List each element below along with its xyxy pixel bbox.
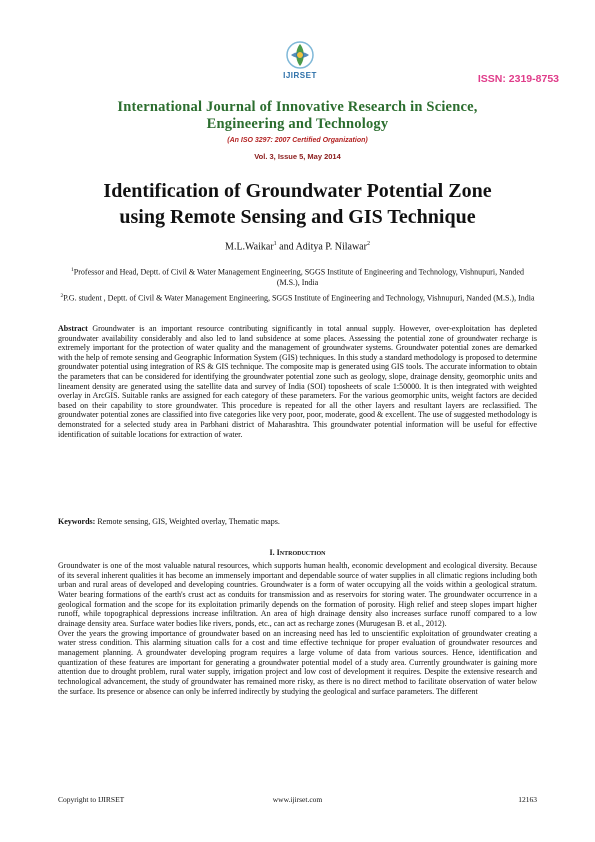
volume-issue: Vol. 3, Issue 5, May 2014 bbox=[254, 152, 341, 161]
journal-title-line2: Engineering and Technology bbox=[206, 116, 389, 132]
journal-title bbox=[60, 99, 535, 133]
paper-title-line2: using Remote Sensing and GIS Technique bbox=[119, 206, 476, 228]
issn-number: ISSN: 2319-8753 bbox=[477, 73, 559, 85]
author-separator: and bbox=[276, 241, 296, 253]
author-2: Aditya P. Nilawar bbox=[295, 241, 367, 253]
affiliation-1-mark: 1 bbox=[71, 267, 74, 273]
keywords-text: Remote sensing, GIS, Weighted overlay, Thematic maps. bbox=[95, 517, 280, 526]
keywords-label: Keywords: bbox=[58, 517, 96, 526]
iso-certification: (An ISO 3297: 2007 Certified Organization) bbox=[227, 137, 368, 144]
logo-text: IJIRSET bbox=[283, 71, 317, 80]
abstract bbox=[58, 324, 537, 439]
introduction-paragraph-1: Groundwater is one of the most valuable natural resources, which supports human health, economic development and ecological diversity. Because of its several inherent qualities it has become an immensely important and dependable source of water supplies in all climatic regions including both urban and rural areas of developed and developing countries. Groundwater is a form of water occupying all the voids within a geological stratum. Water bearing formations of the earth's crust act as conduits for transmission and as reservoirs for storing water. The groundwater occurrence in a geological formation and the scope for its exploitation primarily depends on the formation of porosity. High relief and steep slopes impart higher runoff, while topographical depressions increase infiltration. An area of high drainage density also increases surface runoff compared to a low drainage density area. Surface water bodies like rivers, ponds, etc., can act as recharge zones (Murugesan B. et al., 2012). bbox=[58, 561, 537, 628]
abstract-text: Groundwater is an important resource contributing significantly in total annual supply. However, over-exploitation has depleted groundwater availability considerably and also led to land subsidence at some places. Assessing the potential zone of groundwater recharge is extremely important for the protection of water quality and the management of groundwater systems. Groundwater potential zones are demarked with the help of remote sensing and Geographic Information System (GIS) techniques. In this study a standard methodology is proposed to determine groundwater potential using integration of RS & GIS technique. The composite map is generated using GIS tools. The accurate information to obtain the parameters that can be considered for identifying the groundwater potential zone such as geology, slope, drainage density, geomorphic units and lineament density are generated using the satellite data and survey of India (SOI) toposheets of scale 1:50000. It is then integrated with weighted overlay in ArcGIS. Suitable ranks are assigned for each category of these parameters. For the various geomorphic units, weight factors are decided based on their capability to store groundwater. This procedure is repeated for all the other layers and resultant layers are reclassified. The groundwater potential zones are classified into five categories like very poor, poor, moderate, good & excellent. The use of suggested methodology is demonstrated for a selected study area in Parbhani district of Maharashtra. This groundwater potential information will be useful for effective identification of suitable locations for extraction of water. bbox=[58, 324, 538, 439]
footer-website: www.ijirset.com bbox=[272, 795, 323, 804]
affiliation-2 bbox=[60, 291, 535, 304]
affiliation-2-mark: 2 bbox=[60, 293, 64, 299]
affiliation-1 bbox=[60, 265, 535, 288]
section-number: I. bbox=[269, 548, 277, 557]
section-heading-introduction bbox=[0, 548, 595, 557]
author-2-affiliation-mark: 2 bbox=[366, 241, 370, 247]
affiliation-1-text: Professor and Head, Deptt. of Civil & Water Management Engineering, SGGS Institute of Engineering and Technology, Vishnupuri, Nanded (M.S.), India bbox=[73, 267, 524, 287]
introduction-body bbox=[58, 561, 537, 696]
footer-copyright: Copyright to IJIRSET bbox=[58, 795, 125, 804]
paper-title-line1: Identification of Groundwater Potential Zone bbox=[103, 180, 492, 202]
author-1-affiliation-mark: 1 bbox=[273, 241, 277, 247]
author-list bbox=[0, 241, 595, 252]
keywords bbox=[58, 517, 537, 526]
logo-emblem-icon bbox=[285, 40, 315, 70]
paper-title bbox=[40, 178, 555, 230]
journal-logo bbox=[270, 40, 330, 86]
affiliation-2-text: P.G. student , Deptt. of Civil & Water Management Engineering, SGGS Institute of Engineering and Technology, Vishnupuri, Nanded (M.S.), India bbox=[63, 293, 535, 303]
footer-page-number: 12163 bbox=[518, 795, 537, 804]
introduction-paragraph-2: Over the years the growing importance of groundwater based on an increasing need has led to unscientific exploitation of groundwater creating a water stress condition. This alarming situation calls for a cost and time effective technique for proper evaluation of groundwater resources and management planning. A groundwater developing program requires a large volume of data from various sources. Hence, identification and quantization of these features are important for generating a groundwater potential model of a study area. Currently groundwater is gaining more attention due to drought problem, rural water supply, irrigation project and low cost of development it requires. Despite the extensive research and technological advancement, the study of groundwater has remained more risky, as there is no direct method to facilitate observation of water below the surface. Its presence or absence can only be inferred indirectly by studying the geological and surface parameters. The different bbox=[58, 628, 537, 696]
section-title: Introduction bbox=[276, 548, 326, 557]
author-1: M.L.Waikar bbox=[225, 241, 274, 253]
abstract-label: Abstract bbox=[58, 324, 88, 333]
journal-title-line1: International Journal of Innovative Research in Science, bbox=[117, 99, 478, 115]
